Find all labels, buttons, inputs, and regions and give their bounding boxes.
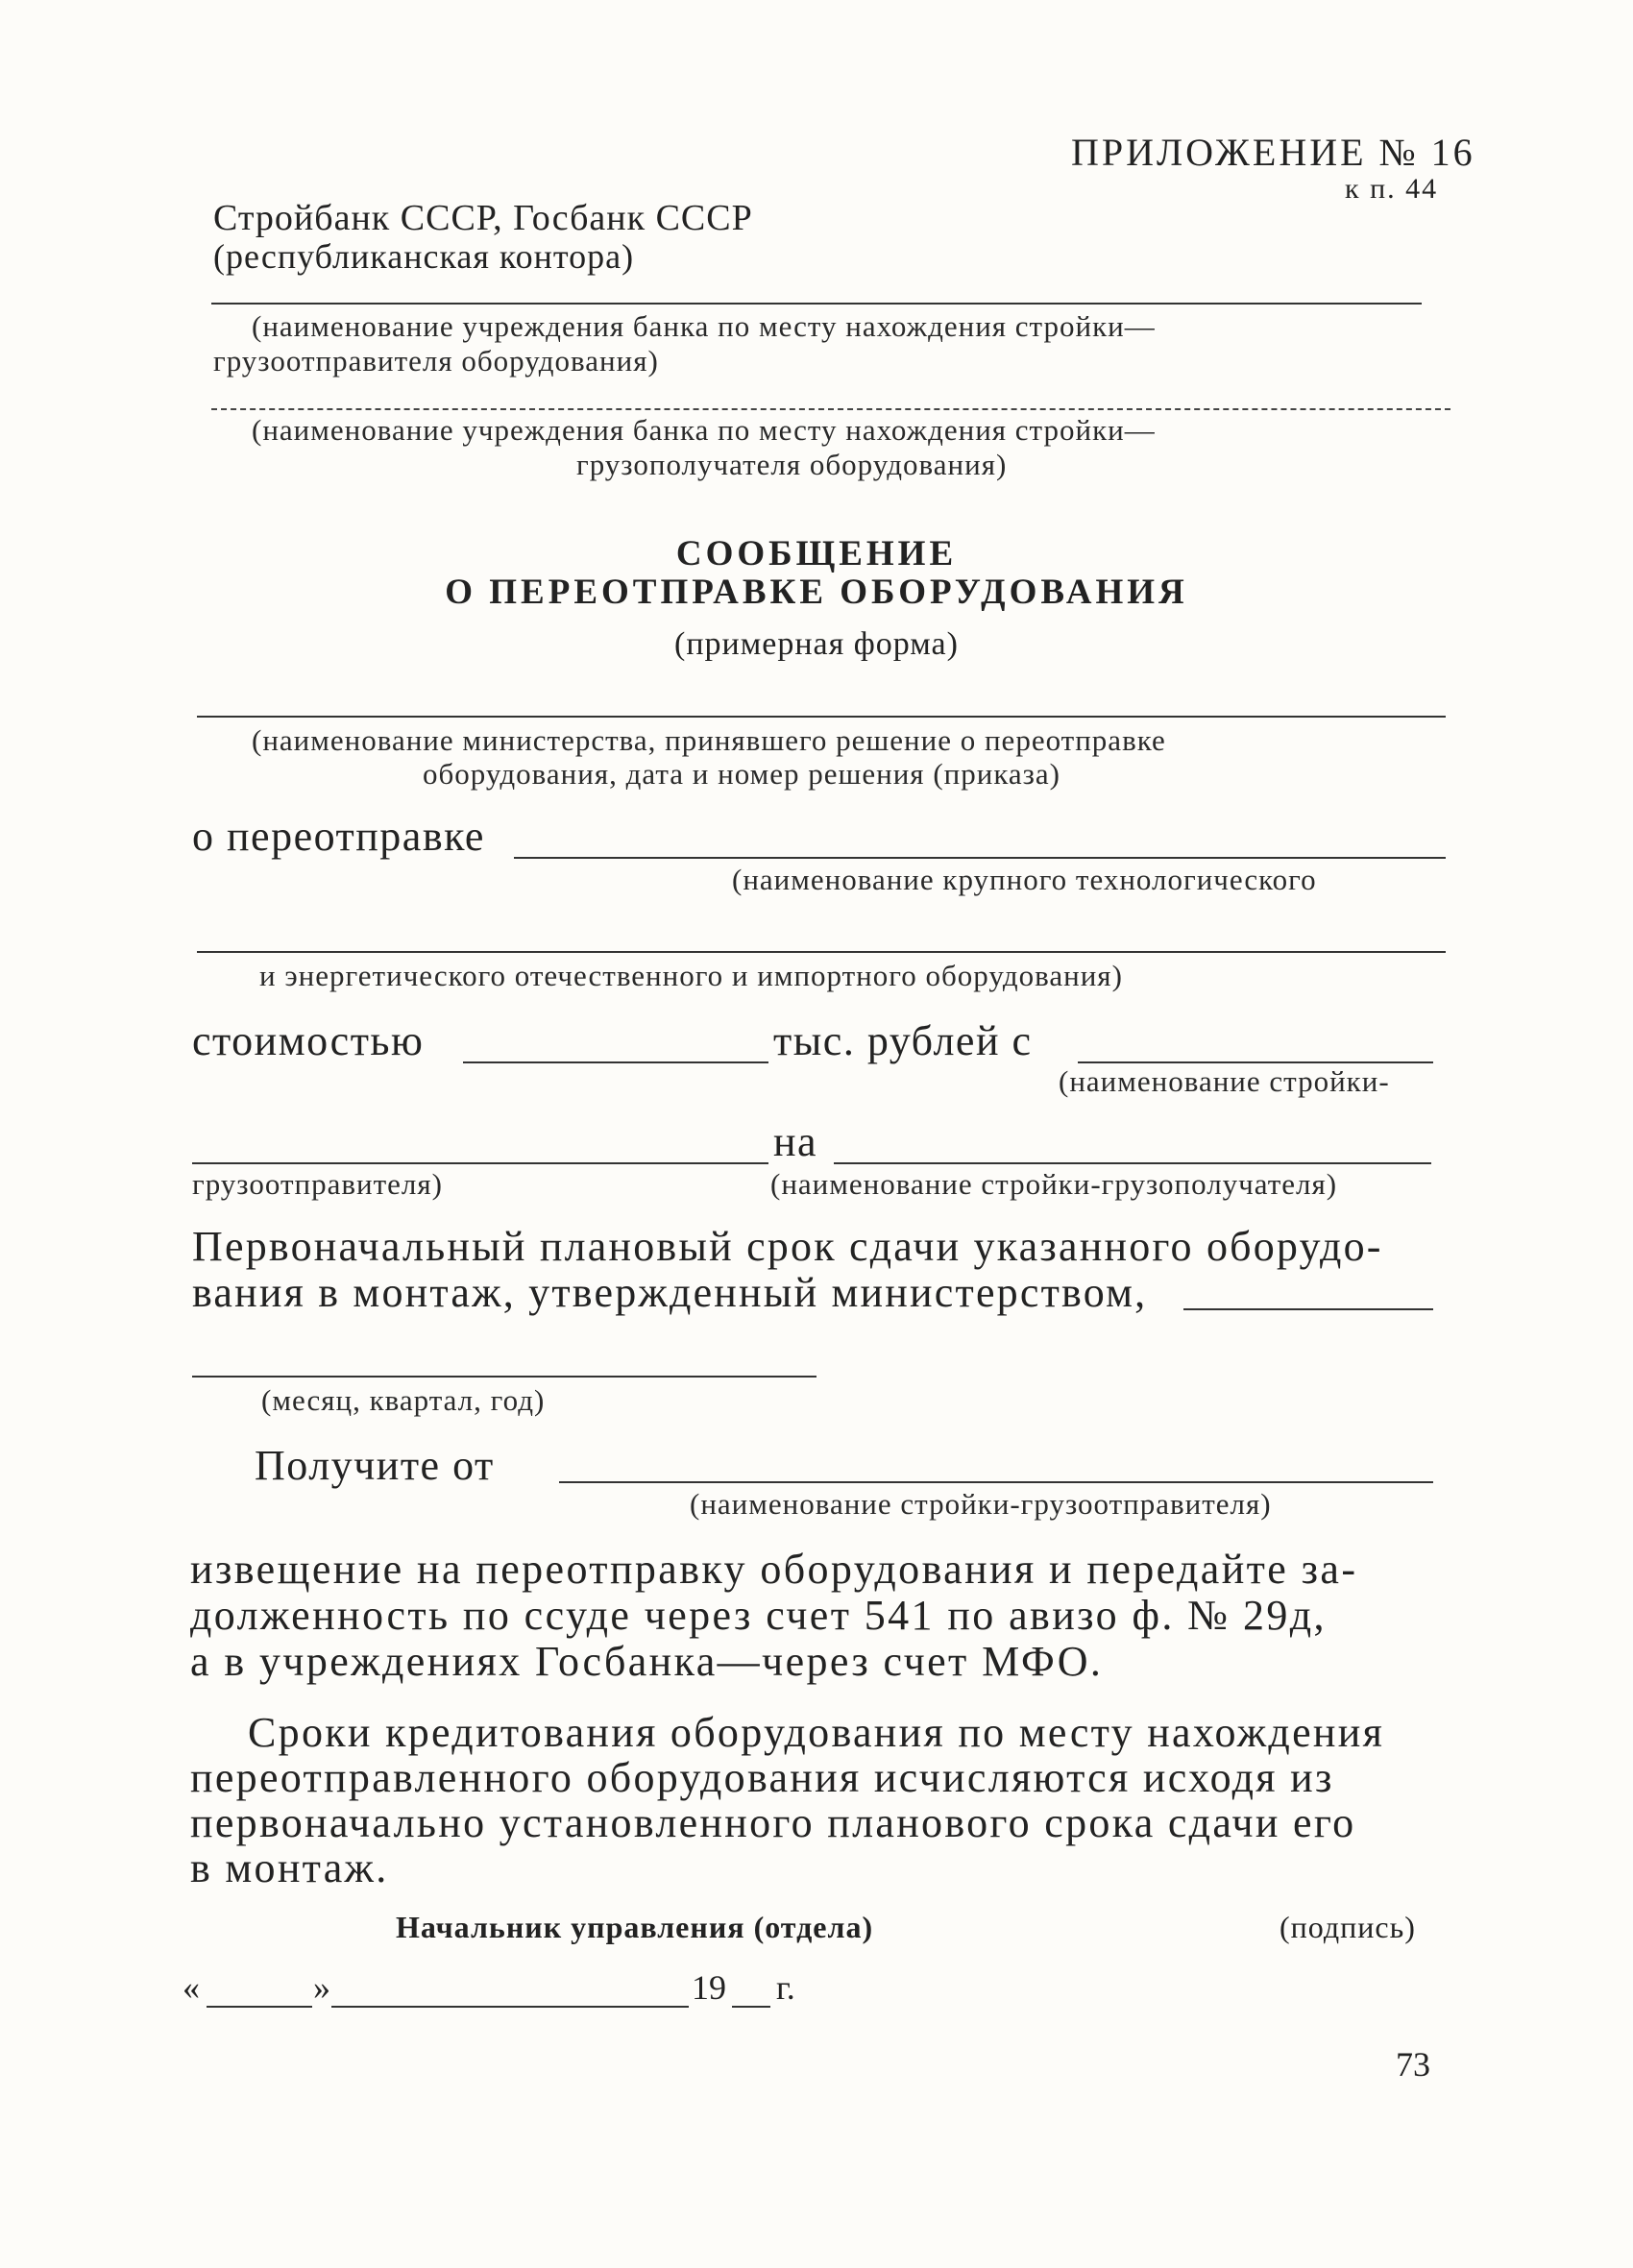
sender-site-line-2 [192,1162,768,1164]
date-day-line [207,2006,312,2008]
receiver-site-caption: (наименование стройки-грузополучателя) [770,1167,1338,1201]
notice-line-3: а в учреждениях Госбанка—через счет МФО. [190,1638,1104,1685]
date-year-prefix: 19 [692,1968,726,2007]
deadline-text-1: Первоначальный плановый срок сдачи указанного оборудо- [192,1223,1383,1270]
date-quote-close: » [313,1968,330,2007]
receiver-bank-line [211,408,1450,410]
terms-line-2: переотправленного оборудования исчисляются исходя из [190,1754,1334,1801]
signature-label: (подпись) [1280,1910,1416,1944]
date-year-suffix: г. [776,1968,795,2007]
cost-label: стоимостью [192,1017,425,1064]
sender-site-caption-1: (наименование стройки- [1059,1064,1390,1098]
sender-bank-line [211,303,1422,305]
document-title-line2: О ПЕРЕОТПРАВКЕ ОБОРУДОВАНИЯ [445,573,1188,612]
date-quote-open: « [183,1968,200,2007]
receive-from-line [559,1481,1433,1483]
signature-position: Начальник управления (отдела) [396,1910,874,1944]
cost-value-line [463,1061,768,1063]
sender-site-full-caption: (наименование стройки-грузоотправителя) [690,1487,1272,1521]
equipment-line-2 [197,951,1446,953]
equipment-caption-1: (наименование крупного технологического [732,863,1317,896]
date-month-line [331,2006,689,2008]
sender-bank-caption-1: (наименование учреждения банка по месту нахождения стройки— [252,309,1156,343]
document-title-line1: СООБЩЕНИЕ [675,534,958,573]
receiver-bank-caption-2: грузополучателя оборудования) [576,448,1008,481]
bank-names: Стройбанк СССР, Госбанк СССР [213,198,753,238]
equipment-caption-2: и энергетического отечественного и импортного оборудования) [259,959,1123,992]
deadline-line-1 [1183,1308,1433,1310]
sender-site-line-1 [1078,1061,1433,1063]
about-reshipment-label: о переотправке [192,813,485,860]
ministry-caption-2: оборудования, дата и номер решения (приказа) [423,757,1060,791]
thousand-rubles-label: тыс. рублей с [773,1017,1033,1064]
sender-bank-caption-2: грузоотправителя оборудования) [213,344,659,378]
deadline-line-2 [192,1376,816,1378]
receive-from-label: Получите от [255,1442,495,1489]
to-label: на [773,1118,818,1165]
terms-line-3: первоначально установленного планового срока сдачи его [190,1799,1356,1846]
page-number: 73 [1396,2045,1430,2084]
receiver-site-line [834,1162,1431,1164]
equipment-line-1 [514,857,1446,859]
date-period-caption: (месяц, квартал, год) [261,1383,546,1417]
notice-line-2: долженность по ссуде через счет 541 по авизо ф. № 29д, [190,1592,1327,1639]
deadline-text-2: вания в монтаж, утвержденный министерством, [192,1269,1148,1316]
ministry-line [197,716,1446,718]
appendix-ref: к п. 44 [1345,173,1439,205]
republican-office: (республиканская контора) [213,237,635,276]
document-subtitle: (примерная форма) [674,626,959,662]
terms-line-1: Сроки кредитования оборудования по месту нахождения [248,1709,1385,1756]
appendix-title: ПРИЛОЖЕНИЕ № 16 [1071,131,1475,174]
terms-line-4: в монтаж. [190,1844,389,1891]
date-year-line [732,2006,770,2008]
sender-site-caption-2: грузоотправителя) [192,1167,443,1201]
receiver-bank-caption-1: (наименование учреждения банка по месту нахождения стройки— [252,413,1156,447]
ministry-caption-1: (наименование министерства, принявшего решение о переотправке [252,723,1166,757]
notice-line-1: извещение на переотправку оборудования и передайте за- [190,1546,1358,1593]
